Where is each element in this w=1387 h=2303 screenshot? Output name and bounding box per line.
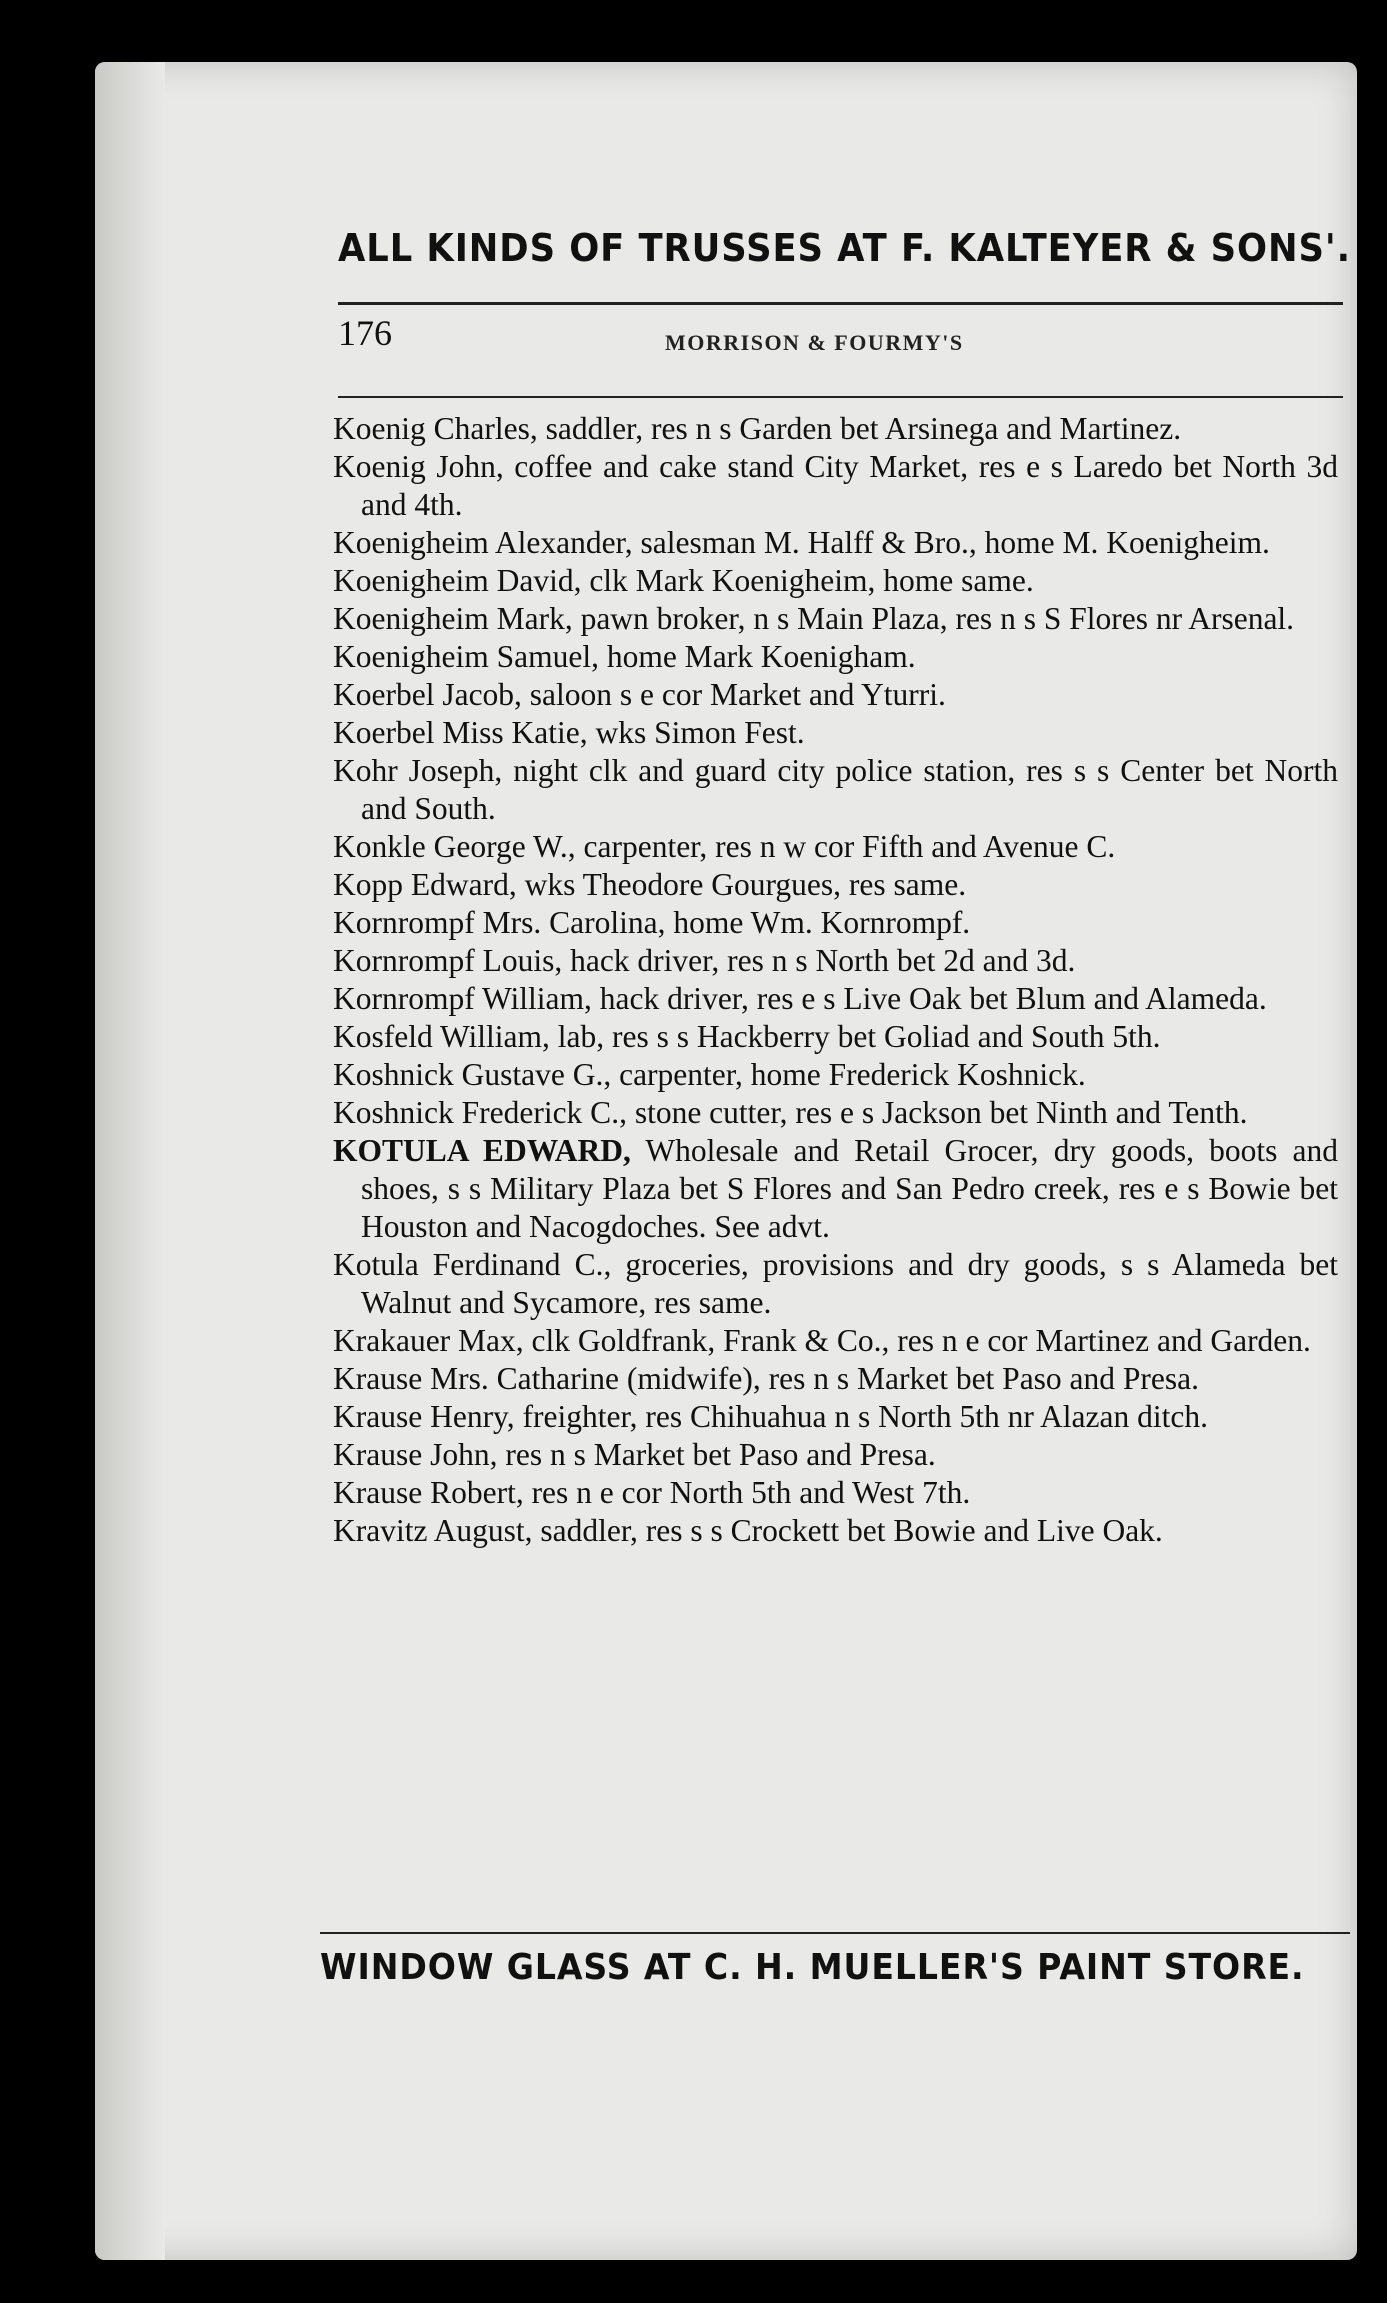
page-edge-shadow [95,62,165,2260]
directory-entry [333,1094,1338,1132]
directory-entry [333,980,1338,1018]
entry-text: Konkle George W., carpenter, res n w cor Fifth and Avenue C. [333,829,1116,864]
footer-rule [320,1932,1350,1934]
directory-entry [333,1436,1338,1474]
entry-text: Kornrompf Mrs. Carolina, home Wm. Kornrompf. [333,905,971,940]
entry-text: Kornrompf William, hack driver, res e s Live Oak bet Blum and Alameda. [333,981,1267,1016]
directory-entry [333,828,1338,866]
entry-text: Koshnick Gustave G., carpenter, home Frederick Koshnick. [333,1057,1086,1092]
directory-entry [333,1360,1338,1398]
directory-entry [333,676,1338,714]
entry-bold-name: KOTULA EDWARD, [333,1133,631,1168]
directory-entry [333,600,1338,638]
directory-entry [333,942,1338,980]
directory-entry [333,752,1338,828]
directory-entry [333,1512,1338,1550]
directory-entry [333,904,1338,942]
entry-text: Kosfeld William, lab, res s s Hackberry bet Goliad and South 5th. [333,1019,1161,1054]
directory-entry [333,562,1338,600]
entry-text: Koerbel Jacob, saloon s e cor Market and Yturri. [333,677,946,712]
footer-advertisement: WINDOW GLASS AT C. H. MUELLER'S PAINT STORE. [320,1947,1305,1988]
entry-text: Kohr Joseph, night clk and guard city police station, res s s Center bet North and South. [333,753,1338,826]
running-head: MORRISON & FOURMY'S [665,330,964,355]
directory-entries [333,410,1338,1550]
entry-text: Koenig Charles, saddler, res n s Garden bet Arsinega and Martinez. [333,411,1182,446]
entry-text: Kopp Edward, wks Theodore Gourgues, res same. [333,867,967,902]
entry-text: Koenig John, coffee and cake stand City Market, res e s Laredo bet North 3d and 4th. [333,449,1338,522]
entry-text: Koenigheim David, clk Mark Koenigheim, home same. [333,563,1034,598]
header-advertisement: ALL KINDS OF TRUSSES AT F. KALTEYER & SONS'. [338,226,1352,270]
page-number: 176 [338,313,392,353]
entry-text: Krause Mrs. Catharine (midwife), res n s Market bet Paso and Presa. [333,1361,1200,1396]
directory-entry [333,714,1338,752]
entry-text: Koshnick Frederick C., stone cutter, res e s Jackson bet Ninth and Tenth. [333,1095,1248,1130]
directory-entry [333,448,1338,524]
entry-text: Kravitz August, saddler, res s s Crockett bet Bowie and Live Oak. [333,1513,1163,1548]
directory-entry [333,866,1338,904]
entry-text: Koerbel Miss Katie, wks Simon Fest. [333,715,805,750]
directory-entry [333,1132,1338,1246]
entry-text: Krause Robert, res n e cor North 5th and West 7th. [333,1475,971,1510]
header-rule [338,302,1343,305]
entry-text: Wholesale and Retail Grocer, dry goods, boots and shoes, s s Military Plaza bet S Flores and San Pedro creek, res e s Bowie bet Houston and Nacogdoches. See advt. [361,1133,1339,1244]
directory-entry [333,1474,1338,1512]
directory-entry [333,1056,1338,1094]
directory-entry [333,638,1338,676]
entry-text: Kotula Ferdinand C., groceries, provisions and dry goods, s s Alameda bet Walnut and Sycamore, res same. [333,1247,1338,1320]
entry-text: Koenigheim Alexander, salesman M. Halff & Bro., home M. Koenigheim. [333,525,1270,560]
directory-entry [333,1246,1338,1322]
entry-text: Krause Henry, freighter, res Chihuahua n s North 5th nr Alazan ditch. [333,1399,1208,1434]
entry-text: Krause John, res n s Market bet Paso and Presa. [333,1437,936,1472]
entry-text: Koenigheim Mark, pawn broker, n s Main Plaza, res n s S Flores nr Arsenal. [333,601,1295,636]
directory-entry [333,1398,1338,1436]
directory-entry [333,524,1338,562]
directory-entry [333,410,1338,448]
directory-entry [333,1322,1338,1360]
entry-text: Koenigheim Samuel, home Mark Koenigham. [333,639,916,674]
running-head-rule [338,396,1343,398]
entry-text: Kornrompf Louis, hack driver, res n s North bet 2d and 3d. [333,943,1076,978]
entry-text: Krakauer Max, clk Goldfrank, Frank & Co., res n e cor Martinez and Garden. [333,1323,1311,1358]
directory-entry [333,1018,1338,1056]
